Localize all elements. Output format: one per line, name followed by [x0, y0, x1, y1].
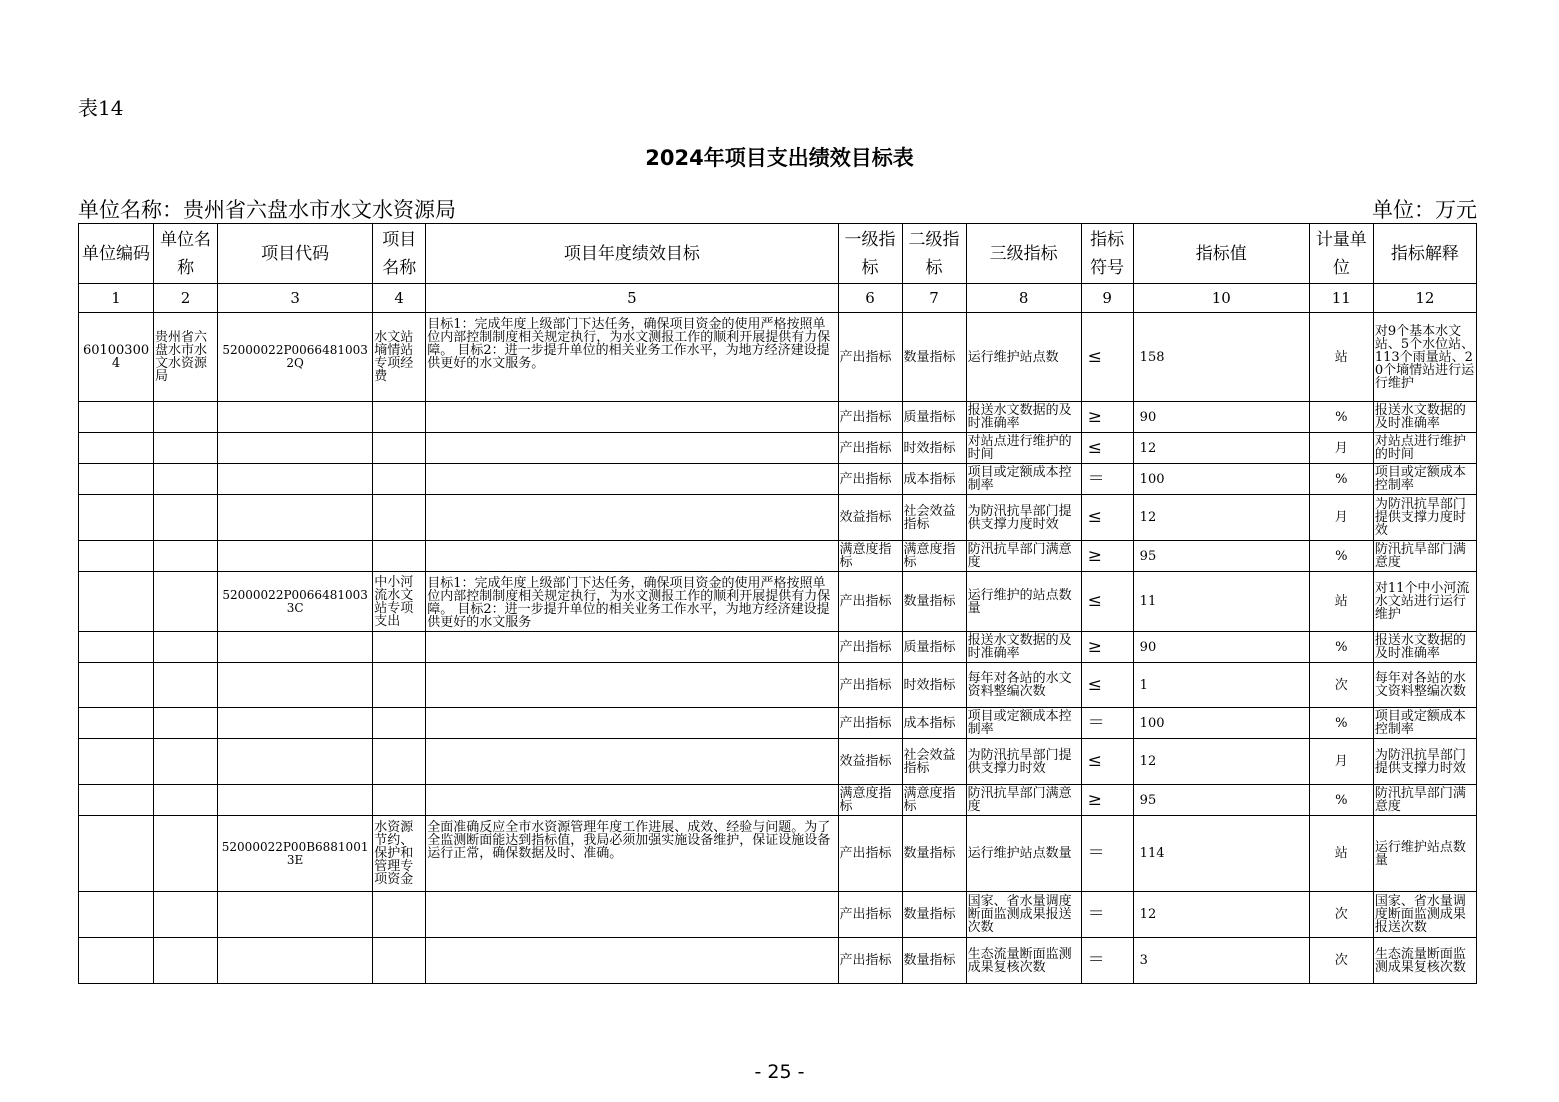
unit-code-cell [79, 541, 154, 572]
project-code-cell: 52000022P00664810032Q [218, 313, 373, 402]
indicator-value-cell: 90 [1133, 632, 1309, 663]
indicator-description-cell: 对9个基本水文站、5个水位站、113个雨量站、20个墒情站进行运行维护 [1373, 313, 1476, 402]
annual-goal-cell: 全面准确反应全市水资源管理年度工作进展、成效、经验与问题。为了全监测断面能达到指标值，我局必须加强实施设备维护，保证设施设备运行正常，确保数据及时、准确。 [426, 816, 838, 892]
indicator-description-cell: 为防汛抗旱部门提供支撑力时效 [1373, 739, 1476, 785]
indicator-description-cell: 为防汛抗旱部门提供支撑力度时效 [1373, 495, 1476, 541]
unit-name-cell [154, 464, 218, 495]
header-cell: 项目年度绩效目标 [426, 224, 838, 284]
project-name-cell [373, 892, 426, 938]
level3-indicator-cell: 为防汛抗旱部门提供支撑力度时效 [966, 495, 1081, 541]
level1-indicator-cell: 产出指标 [838, 816, 902, 892]
money-unit-label: 单位：万元 [1372, 198, 1477, 222]
level1-indicator-cell: 产出指标 [838, 708, 902, 739]
table-row [79, 464, 1477, 495]
level1-indicator-cell: 效益指标 [838, 495, 902, 541]
table-row [79, 938, 1477, 984]
unit-name-cell [154, 541, 218, 572]
table-row [79, 313, 1477, 402]
indicator-description-cell: 生态流量断面监测成果复核次数 [1373, 938, 1476, 984]
table-row [79, 541, 1477, 572]
table-row [79, 663, 1477, 708]
column-number: 1 [79, 284, 154, 313]
level2-indicator-cell: 满意度指标 [902, 541, 966, 572]
level1-indicator-cell: 产出指标 [838, 938, 902, 984]
unit-name-cell [154, 739, 218, 785]
indicator-symbol-cell: ≥ [1081, 632, 1133, 663]
level2-indicator-cell: 数量指标 [902, 313, 966, 402]
project-code-cell [218, 739, 373, 785]
indicator-symbol-cell: ≤ [1081, 433, 1133, 464]
indicator-value-cell: 12 [1133, 495, 1309, 541]
indicator-symbol-cell: ≤ [1081, 313, 1133, 402]
header-cell: 单位名称 [154, 224, 218, 284]
measure-unit-cell: 月 [1309, 739, 1373, 785]
indicator-description-cell: 对站点进行维护的时间 [1373, 433, 1476, 464]
project-code-cell: 52000022P00664810033C [218, 572, 373, 632]
unit-code-cell [79, 433, 154, 464]
level3-indicator-cell: 防汛抗旱部门满意度 [966, 541, 1081, 572]
annual-goal-cell [426, 708, 838, 739]
project-code-cell [218, 663, 373, 708]
table-row [79, 708, 1477, 739]
project-name-cell [373, 402, 426, 433]
level1-indicator-cell: 产出指标 [838, 632, 902, 663]
project-code-cell [218, 892, 373, 938]
project-name-cell: 水资源节约、保护和管理专项资金 [373, 816, 426, 892]
level2-indicator-cell: 数量指标 [902, 572, 966, 632]
level2-indicator-cell: 社会效益指标 [902, 495, 966, 541]
indicator-value-cell: 100 [1133, 464, 1309, 495]
unit-code-cell [79, 708, 154, 739]
header-cell: 指标解释 [1373, 224, 1476, 284]
level1-indicator-cell: 产出指标 [838, 572, 902, 632]
unit-code-cell [79, 816, 154, 892]
level3-indicator-cell: 项目或定额成本控制率 [966, 708, 1081, 739]
measure-unit-cell: % [1309, 464, 1373, 495]
project-name-cell [373, 632, 426, 663]
unit-name-cell [154, 495, 218, 541]
project-name-cell [373, 739, 426, 785]
column-number-row [79, 284, 1477, 313]
unit-code-cell [79, 495, 154, 541]
indicator-value-cell: 11 [1133, 572, 1309, 632]
project-code-cell [218, 541, 373, 572]
header-cell: 一级指标 [838, 224, 902, 284]
level3-indicator-cell: 防汛抗旱部门满意度 [966, 785, 1081, 816]
table-row [79, 816, 1477, 892]
project-name-cell [373, 938, 426, 984]
measure-unit-cell: 月 [1309, 433, 1373, 464]
indicator-description-cell: 运行维护站点数量 [1373, 816, 1476, 892]
performance-target-table [78, 223, 1477, 984]
indicator-value-cell: 90 [1133, 402, 1309, 433]
indicator-symbol-cell: ≥ [1081, 541, 1133, 572]
column-number: 2 [154, 284, 218, 313]
level2-indicator-cell: 时效指标 [902, 433, 966, 464]
table-row [79, 402, 1477, 433]
measure-unit-cell: 站 [1309, 816, 1373, 892]
unit-name-cell [154, 433, 218, 464]
unit-name-cell [154, 892, 218, 938]
level2-indicator-cell: 时效指标 [902, 663, 966, 708]
table-row [79, 433, 1477, 464]
header-cell: 单位编码 [79, 224, 154, 284]
level1-indicator-cell: 产出指标 [838, 464, 902, 495]
level2-indicator-cell: 数量指标 [902, 892, 966, 938]
level3-indicator-cell: 运行维护站点数量 [966, 816, 1081, 892]
page-number: - 25 - [754, 1061, 805, 1083]
level1-indicator-cell: 产出指标 [838, 892, 902, 938]
indicator-value-cell: 3 [1133, 938, 1309, 984]
level3-indicator-cell: 为防汛抗旱部门提供支撑力时效 [966, 739, 1081, 785]
annual-goal-cell [426, 495, 838, 541]
annual-goal-cell [426, 402, 838, 433]
level3-indicator-cell: 报送水文数据的及时准确率 [966, 402, 1081, 433]
column-number: 3 [218, 284, 373, 313]
unit-code-cell [79, 739, 154, 785]
indicator-symbol-cell: ≥ [1081, 785, 1133, 816]
level2-indicator-cell: 成本指标 [902, 464, 966, 495]
level3-indicator-cell: 对站点进行维护的时间 [966, 433, 1081, 464]
project-code-cell [218, 938, 373, 984]
header-cell: 指标符号 [1081, 224, 1133, 284]
table-row [79, 785, 1477, 816]
level1-indicator-cell: 产出指标 [838, 663, 902, 708]
project-code-cell [218, 464, 373, 495]
unit-name-cell [154, 663, 218, 708]
project-code-cell [218, 632, 373, 663]
level1-indicator-cell: 产出指标 [838, 402, 902, 433]
unit-name-cell [154, 402, 218, 433]
column-number: 11 [1309, 284, 1373, 313]
indicator-description-cell: 报送水文数据的及时准确率 [1373, 402, 1476, 433]
indicator-value-cell: 114 [1133, 816, 1309, 892]
header-cell: 计量单位 [1309, 224, 1373, 284]
level2-indicator-cell: 质量指标 [902, 402, 966, 433]
unit-name-cell [154, 572, 218, 632]
level1-indicator-cell: 产出指标 [838, 313, 902, 402]
project-code-cell [218, 402, 373, 433]
measure-unit-cell: 站 [1309, 313, 1373, 402]
indicator-symbol-cell: ＝ [1081, 892, 1133, 938]
indicator-symbol-cell: ≥ [1081, 402, 1133, 433]
column-number: 7 [902, 284, 966, 313]
indicator-value-cell: 12 [1133, 892, 1309, 938]
indicator-description-cell: 报送水文数据的及时准确率 [1373, 632, 1476, 663]
level3-indicator-cell: 报送水文数据的及时准确率 [966, 632, 1081, 663]
measure-unit-cell: % [1309, 708, 1373, 739]
unit-name-cell: 贵州省六盘水市水文水资源局 [154, 313, 218, 402]
unit-code-cell [79, 892, 154, 938]
indicator-description-cell: 项目或定额成本控制率 [1373, 464, 1476, 495]
indicator-value-cell: 95 [1133, 541, 1309, 572]
unit-name-cell [154, 816, 218, 892]
level2-indicator-cell: 数量指标 [902, 816, 966, 892]
measure-unit-cell: 月 [1309, 495, 1373, 541]
level2-indicator-cell: 成本指标 [902, 708, 966, 739]
table-row [79, 632, 1477, 663]
header-cell: 指标值 [1133, 224, 1309, 284]
indicator-symbol-cell: ＝ [1081, 708, 1133, 739]
indicator-symbol-cell: ≤ [1081, 572, 1133, 632]
table-row [79, 892, 1477, 938]
header-cell: 二级指标 [902, 224, 966, 284]
indicator-value-cell: 100 [1133, 708, 1309, 739]
indicator-description-cell: 项目或定额成本控制率 [1373, 708, 1476, 739]
project-name-cell: 水文站墒情站专项经费 [373, 313, 426, 402]
unit-code-cell [79, 785, 154, 816]
annual-goal-cell [426, 433, 838, 464]
project-code-cell: 52000022P00B68810013E [218, 816, 373, 892]
annual-goal-cell [426, 739, 838, 785]
level3-indicator-cell: 每年对各站的水文资料整编次数 [966, 663, 1081, 708]
indicator-value-cell: 12 [1133, 739, 1309, 785]
indicator-symbol-cell: ≤ [1081, 495, 1133, 541]
measure-unit-cell: 次 [1309, 663, 1373, 708]
header-cell: 项目名称 [373, 224, 426, 284]
column-number: 5 [426, 284, 838, 313]
level3-indicator-cell: 运行维护站点数 [966, 313, 1081, 402]
level1-indicator-cell: 满意度指标 [838, 541, 902, 572]
project-name-cell [373, 464, 426, 495]
table-row [79, 495, 1477, 541]
unit-code-cell [79, 464, 154, 495]
project-name-cell [373, 495, 426, 541]
column-number: 10 [1133, 284, 1309, 313]
level1-indicator-cell: 效益指标 [838, 739, 902, 785]
level2-indicator-cell: 社会效益指标 [902, 739, 966, 785]
unit-code-cell [79, 938, 154, 984]
table-row [79, 739, 1477, 785]
column-number: 9 [1081, 284, 1133, 313]
indicator-symbol-cell: ＝ [1081, 938, 1133, 984]
indicator-description-cell: 国家、省水量调度断面监测成果报送次数 [1373, 892, 1476, 938]
level2-indicator-cell: 质量指标 [902, 632, 966, 663]
measure-unit-cell: % [1309, 402, 1373, 433]
annual-goal-cell: 目标1：完成年度上级部门下达任务，确保项目资金的使用严格按照单位内部控制制度相关规定执行，为水文测报工作的顺利开展提供有力保障。 目标2：进一步提升单位的相关业务工作水平，为地方经济建设提供更好的水文服务 [426, 572, 838, 632]
column-number: 6 [838, 284, 902, 313]
unit-name-cell [154, 785, 218, 816]
level3-indicator-cell: 生态流量断面监测成果复核次数 [966, 938, 1081, 984]
indicator-value-cell: 158 [1133, 313, 1309, 402]
unit-name-cell [154, 632, 218, 663]
indicator-value-cell: 95 [1133, 785, 1309, 816]
project-code-cell [218, 785, 373, 816]
level1-indicator-cell: 产出指标 [838, 433, 902, 464]
project-code-cell [218, 433, 373, 464]
level3-indicator-cell: 项目或定额成本控制率 [966, 464, 1081, 495]
annual-goal-cell [426, 938, 838, 984]
indicator-value-cell: 12 [1133, 433, 1309, 464]
annual-goal-cell [426, 464, 838, 495]
unit-code-cell: 601003004 [79, 313, 154, 402]
level3-indicator-cell: 运行维护的站点数量 [966, 572, 1081, 632]
measure-unit-cell: 次 [1309, 938, 1373, 984]
project-code-cell [218, 495, 373, 541]
unit-name-cell [154, 708, 218, 739]
annual-goal-cell [426, 663, 838, 708]
table-row [79, 572, 1477, 632]
project-name-cell [373, 785, 426, 816]
column-number: 12 [1373, 284, 1476, 313]
measure-unit-cell: 次 [1309, 892, 1373, 938]
annual-goal-cell: 目标1：完成年度上级部门下达任务，确保项目资金的使用严格按照单位内部控制制度相关规定执行，为水文测报工作的顺利开展提供有力保障。 目标2：进一步提升单位的相关业务工作水平，为地方经济建设提供更好的水文服务。 [426, 313, 838, 402]
indicator-description-cell: 防汛抗旱部门满意度 [1373, 785, 1476, 816]
unit-code-cell [79, 402, 154, 433]
indicator-symbol-cell: ＝ [1081, 816, 1133, 892]
unit-code-cell [79, 663, 154, 708]
header-cell: 项目代码 [218, 224, 373, 284]
level3-indicator-cell: 国家、省水量调度断面监测成果报送次数 [966, 892, 1081, 938]
column-number: 8 [966, 284, 1081, 313]
table-number: 表14 [78, 96, 124, 120]
indicator-symbol-cell: ＝ [1081, 464, 1133, 495]
header-cell: 三级指标 [966, 224, 1081, 284]
document-title: 2024年项目支出绩效目标表 [645, 146, 914, 170]
indicator-description-cell: 每年对各站的水文资料整编次数 [1373, 663, 1476, 708]
project-code-cell [218, 708, 373, 739]
unit-code-cell [79, 632, 154, 663]
header-row [79, 224, 1477, 284]
column-number: 4 [373, 284, 426, 313]
project-name-cell [373, 433, 426, 464]
measure-unit-cell: % [1309, 541, 1373, 572]
unit-name-cell [154, 938, 218, 984]
project-name-cell [373, 708, 426, 739]
project-name-cell: 中小河流水文站专项支出 [373, 572, 426, 632]
unit-code-cell [79, 572, 154, 632]
measure-unit-cell: % [1309, 632, 1373, 663]
indicator-description-cell: 对11个中小河流水文站进行运行维护 [1373, 572, 1476, 632]
annual-goal-cell [426, 632, 838, 663]
unit-name-label: 单位名称：贵州省六盘水市水文水资源局 [78, 198, 456, 222]
measure-unit-cell: % [1309, 785, 1373, 816]
indicator-value-cell: 1 [1133, 663, 1309, 708]
project-name-cell [373, 541, 426, 572]
project-name-cell [373, 663, 426, 708]
level2-indicator-cell: 满意度指标 [902, 785, 966, 816]
indicator-description-cell: 防汛抗旱部门满意度 [1373, 541, 1476, 572]
level2-indicator-cell: 数量指标 [902, 938, 966, 984]
indicator-symbol-cell: ≤ [1081, 739, 1133, 785]
measure-unit-cell: 站 [1309, 572, 1373, 632]
indicator-symbol-cell: ≤ [1081, 663, 1133, 708]
annual-goal-cell [426, 541, 838, 572]
level1-indicator-cell: 满意度指标 [838, 785, 902, 816]
annual-goal-cell [426, 892, 838, 938]
annual-goal-cell [426, 785, 838, 816]
